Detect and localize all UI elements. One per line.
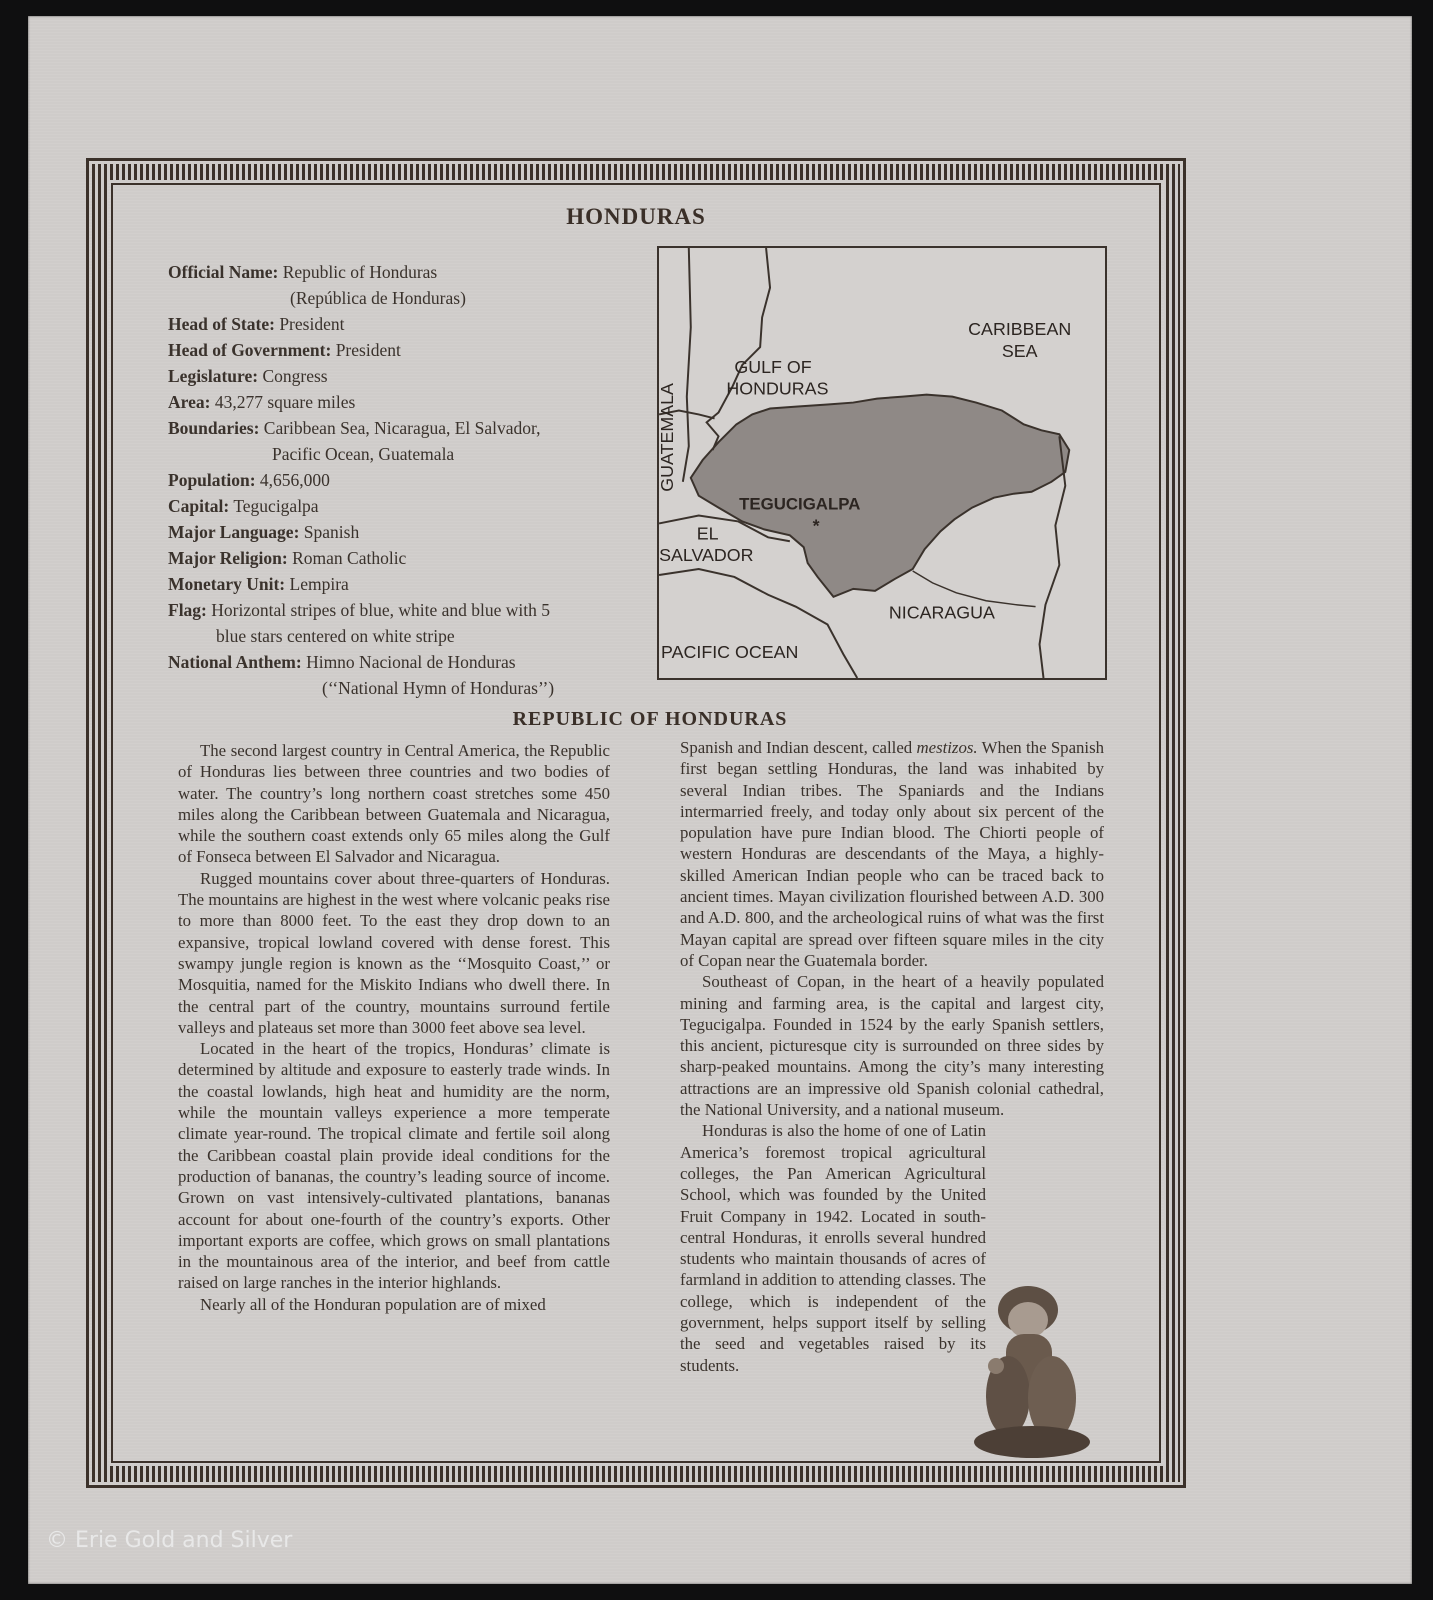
- fact-key: Boundaries:: [168, 418, 260, 438]
- fact-key: Capital:: [168, 496, 230, 516]
- fact-value: Lempira: [289, 574, 349, 594]
- article-text: Spanish and Indian descent, called: [680, 738, 917, 757]
- article-paragraph: The second largest country in Central America, the Republic of Honduras lies between three countries and two bodies of water. The country’s long northern coast stretches some 450 miles along the Caribbean between Guatemala and Nicaragua, while the southern coast extends only 65 miles along the Gulf of Fonseca between El Salvador and Nicaragua.: [178, 741, 610, 867]
- fact-national-anthem: [168, 649, 648, 701]
- fact-value-cont: (‘‘National Hymn of Honduras’’): [322, 678, 555, 698]
- fact-value: Tegucigalpa: [233, 496, 319, 516]
- nicaragua-coast: [913, 571, 1036, 607]
- label-gulf-1: GULF OF: [734, 356, 812, 377]
- article-paragraph: Located in the heart of the tropics, Honduras’ climate is determined by altitude and exposure to easterly trade winds. In the coastal lowlands, high heat and humidity are the norm, while the mountain valleys experience a more temperate climate year-round. The tropical climate and fertile soil along the Caribbean coastal plain provide ideal conditions for the production of bananas, the country’s leading source of income. Grown on vast intensively-cultivated plantations, bananas account for about one-fourth of the country’s exports. Other important exports are coffee, which grows on small plantations in the mountainous area of the interior, and beef from cattle raised on large ranches in the interior highlands.: [178, 1039, 610, 1293]
- fact-capital: [168, 493, 648, 519]
- fact-key: Major Religion:: [168, 548, 288, 568]
- fact-value: Caribbean Sea, Nicaragua, El Salvador,: [263, 418, 541, 438]
- label-el: EL: [696, 523, 719, 544]
- honduras-map: [657, 246, 1107, 680]
- article-paragraph: Honduras is also the home of one of Latin America’s foremost tropical agricultural colleges, the Pan American Agricultural School, which was founded by the United Fruit Company in 1942. Located in south-central Honduras, it enrolls several hundred students who maintain thousands of acres of farmland in addition to attending classes. The college, which is independent of the government, helps support itself by selling the seed and vegetables raised by its students.: [680, 1121, 986, 1375]
- fact-value: President: [335, 340, 401, 360]
- label-caribbean-1: CARIBBEAN: [968, 319, 1072, 340]
- fact-value: President: [279, 314, 345, 334]
- label-caribbean-2: SEA: [1001, 340, 1038, 361]
- fact-key: Head of State:: [168, 314, 275, 334]
- page-title: HONDURAS: [566, 204, 706, 229]
- fact-population: [168, 467, 648, 493]
- article-paragraph: [680, 737, 1104, 971]
- fact-key: Area:: [168, 392, 211, 412]
- fact-key: Population:: [168, 470, 256, 490]
- mayan-figure-illustration: [966, 1276, 1116, 1461]
- mayan-figure-icon: [966, 1276, 1116, 1461]
- label-nicaragua: NICARAGUA: [888, 602, 995, 623]
- map-svg: [656, 248, 1105, 678]
- fact-key: Official Name:: [168, 262, 279, 282]
- fact-major-religion: [168, 545, 648, 571]
- fact-value: 4,656,000: [259, 470, 330, 490]
- label-capital: TEGUCIGALPA: [739, 494, 861, 514]
- facts-list: [168, 259, 648, 701]
- fact-key: Major Language:: [168, 522, 300, 542]
- fact-key: Legislature:: [168, 366, 259, 386]
- fact-value-cont: (República de Honduras): [290, 288, 466, 308]
- article-text: When the Spanish first began settling Honduras, the land was inhabited by several Indian tribes. The Spaniards and the Indians intermarried freely, and today only about six percent of the population have pure Indian blood. The Chiorti people of western Honduras are descendants of the Maya, a highly-skilled American Indian people who can be traced back to ancient times. Mayan civilization flourished between A.D. 300 and A.D. 800, and the archeological ruins of what was the first Mayan capital are spread over fifteen square miles in the city of Copan near the Guatemala border.: [680, 738, 1104, 970]
- label-gulf-2: HONDURAS: [726, 378, 829, 399]
- fact-monetary-unit: [168, 571, 648, 597]
- label-pacific: PACIFIC OCEAN: [661, 642, 799, 663]
- label-salvador: SALVADOR: [659, 545, 754, 566]
- fact-head-of-government: [168, 337, 648, 363]
- fact-key: Flag:: [168, 600, 207, 620]
- fact-value-cont: Pacific Ocean, Guatemala: [272, 444, 455, 464]
- fact-key: National Anthem:: [168, 652, 302, 672]
- fact-value: Horizontal stripes of blue, white and blue with 5: [211, 600, 551, 620]
- article-column-left: [178, 740, 610, 1315]
- article-paragraph: Southeast of Copan, in the heart of a heavily populated mining and farming area, is the capital and largest city, Tegucigalpa. Founded in 1524 by the early Spanish settlers, this ancient, picturesque city is surrounded on three sides by sharp-peaked mountains. Among the city’s many interesting attractions are an impressive old Spanish colonial cathedral, the National University, and a national museum.: [680, 972, 1104, 1120]
- fact-value: Roman Catholic: [292, 548, 407, 568]
- article-paragraph: Rugged mountains cover about three-quarters of Honduras. The mountains are highest in the west where volcanic peaks rise to more than 8000 feet. To the east they drop down to an expansive, tropical lowland covered with dense forest. This swampy jungle region is known as the ‘‘Mosquito Coast,’’ or Mosquitia, named for the Miskito Indians who dwell there. In the central part of the country, mountains surround fertile valleys and plateaus set more than 3000 feet above sea level.: [178, 868, 610, 1037]
- fact-value: Spanish: [303, 522, 360, 542]
- label-guatemala: GUATEMALA: [656, 383, 677, 492]
- guatemala-border: [683, 248, 691, 482]
- fact-key: Head of Government:: [168, 340, 332, 360]
- fact-boundaries: [168, 415, 648, 467]
- article-paragraph: Nearly all of the Honduran population are of mixed: [200, 1294, 546, 1314]
- fact-value-cont: blue stars centered on white stripe: [216, 626, 455, 646]
- article-emphasis: mestizos.: [916, 738, 978, 757]
- fact-area: [168, 389, 648, 415]
- capital-star-icon: *: [812, 515, 820, 536]
- fact-value: Himno Nacional de Honduras: [306, 652, 516, 672]
- fact-flag: [168, 597, 648, 649]
- fact-major-language: [168, 519, 648, 545]
- fact-official-name: [168, 259, 648, 311]
- fact-head-of-state: [168, 311, 648, 337]
- fact-value: Congress: [262, 366, 328, 386]
- fact-key: Monetary Unit:: [168, 574, 286, 594]
- section-title: REPUBLIC OF HONDURAS: [512, 708, 788, 730]
- fact-value: Republic of Honduras: [282, 262, 438, 282]
- watermark: © Erie Gold and Silver: [46, 1528, 293, 1553]
- fact-value: 43,277 square miles: [214, 392, 356, 412]
- fact-legislature: [168, 363, 648, 389]
